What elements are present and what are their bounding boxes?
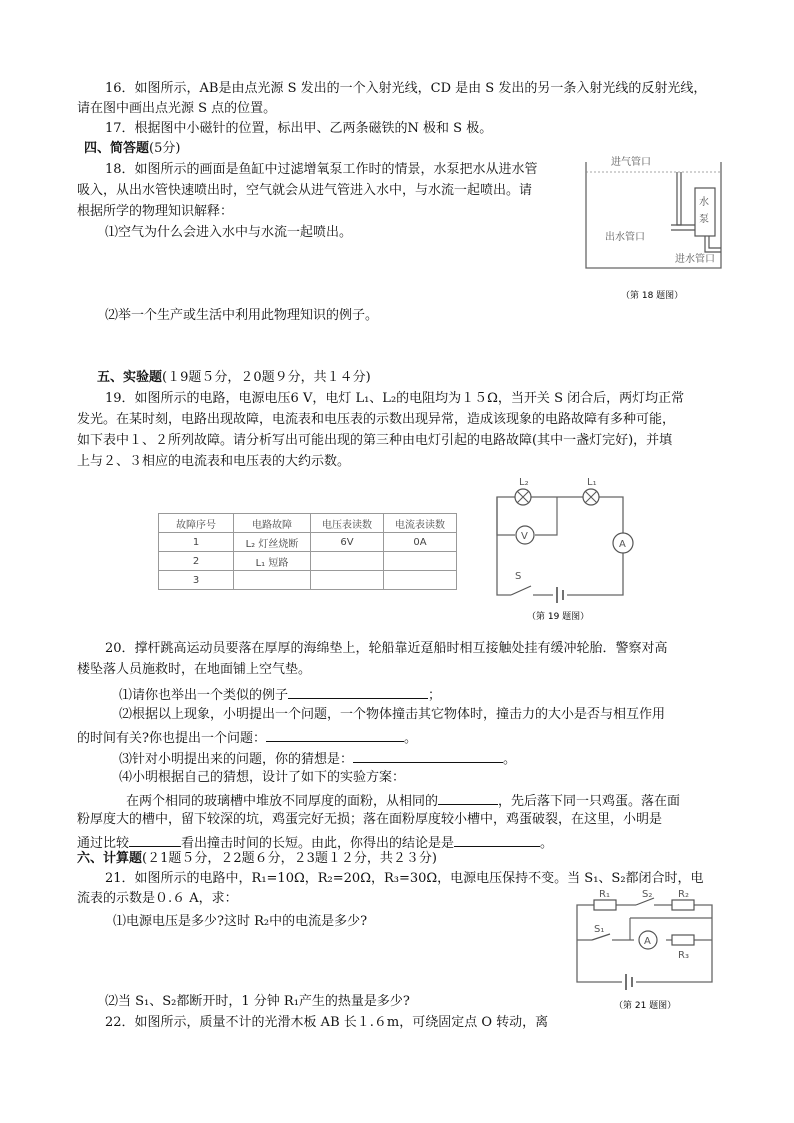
q19-line4: 上与２、３相应的电流表和电压表的大约示数。 — [77, 454, 351, 469]
table-cell: 2 — [159, 552, 234, 571]
table-header: 电流表读数 — [384, 514, 457, 533]
q18-sub2: ⑵举一个生产或生活中利用此物理知识的例子。 — [105, 308, 379, 323]
q20-plan-line1 — [126, 790, 680, 811]
q20-sub3-end: 。 — [503, 752, 517, 767]
table-cell: 0A — [384, 533, 457, 552]
table-row — [159, 552, 457, 571]
table-header: 故障序号 — [159, 514, 234, 533]
section-title: 五、实验题 — [97, 370, 163, 385]
table-row — [159, 571, 457, 590]
voltmeter-label: V — [521, 531, 528, 542]
figure-19-circuit — [487, 475, 637, 625]
q21-sub1: ⑴电源电压是多少?这时 R₂中的电流是多少? — [113, 914, 368, 929]
l2-label: L₂ — [519, 477, 529, 488]
q20-sub3 — [119, 748, 516, 769]
q20-line1: 20．撑杆跳高运动员要落在厚厚的海绵垫上，轮船靠近趸船时相互接触处挂有缓冲轮胎．警察对高 — [105, 641, 668, 656]
q20-sub2-line1: ⑵根据以上现象，小明提出一个问题，一个物体撞击其它物体时，撞击力的大小是否与相互作用 — [119, 707, 666, 722]
q20-sub2-end: 。 — [403, 731, 417, 746]
section-4-heading — [84, 140, 180, 158]
q21-line1: 21．如图所示的电路中，R₁=10Ω，R₂=20Ω，R₃=30Ω，电源电压保持不变。当 S₁、S₂都闭合时，电 — [105, 871, 704, 886]
table-cell: 3 — [159, 571, 234, 590]
q20-sub2-text: 的时间有关?你也提出一个问题： — [77, 731, 266, 746]
s1-label: S₁ — [594, 924, 605, 935]
q16-line2: 请在图中画出点光源 S 点的位置。 — [77, 101, 277, 116]
answer-blank[interactable] — [288, 684, 428, 699]
table-header: 电压表读数 — [311, 514, 384, 533]
table-cell — [234, 571, 311, 590]
table-cell — [311, 571, 384, 590]
s2-label: S₂ — [642, 890, 653, 900]
section-6-heading — [77, 850, 437, 868]
table-header: 电路故障 — [234, 514, 311, 533]
table-header-row — [159, 514, 457, 533]
q20-sub1-text: ⑴请你也举出一个类似的例子 — [119, 688, 289, 703]
resistor-r2-icon — [672, 900, 694, 910]
inlet-water-label: 进水管口 — [675, 254, 715, 265]
table-cell: 1 — [159, 533, 234, 552]
q17-line1: 17．根据图中小磁针的位置，标出甲、乙两条磁铁的N 极和 S 极。 — [105, 121, 493, 136]
q20-sub3-text: ⑶针对小明提出来的问题，你的猜想是： — [119, 752, 354, 767]
q18-line3: 根据所学的物理知识解释： — [77, 204, 234, 219]
ammeter-label: A — [619, 539, 626, 550]
q22-line1: 22．如图所示，质量不计的光滑木板 AB 长１.６m，可绕固定点 O 转动，离 — [105, 1015, 549, 1030]
r1-label: R₁ — [599, 890, 610, 900]
table-cell — [311, 552, 384, 571]
pump-label-2: 泵 — [699, 214, 709, 225]
figure-19-caption: （第 19 题图） — [527, 612, 590, 622]
q20-line2: 楼坠落人员施救时，在地面铺上空气垫。 — [77, 662, 312, 677]
table-cell: 6V — [311, 533, 384, 552]
switch-label: S — [515, 571, 522, 582]
inlet-air-label: 进气管口 — [611, 157, 651, 168]
table-cell: L₂ 灯丝烧断 — [234, 533, 311, 552]
q18-sub1: ⑴空气为什么会进入水中与水流一起喷出。 — [105, 225, 353, 240]
resistor-r1-icon — [594, 900, 616, 910]
q19-line3: 如下表中１、２所列故障。请分析写出可能出现的第三种由电灯引起的电路故障(其中一盏灯完好)，并填 — [77, 433, 673, 448]
outlet-label: 出水管口 — [605, 232, 645, 243]
table-cell — [384, 552, 457, 571]
l1-label: L₁ — [587, 477, 597, 488]
q20-plan-end: 。 — [540, 836, 554, 851]
q19-fault-table — [158, 513, 457, 590]
q20-sub4: ⑷小明根据自己的猜想，设计了如下的实验方案： — [119, 770, 406, 785]
table-cell: L₁ 短路 — [234, 552, 311, 571]
section-title: 六、计算题 — [77, 851, 143, 866]
section-score: (２1题５分，２2题６分，２3题１２分，共２３分) — [142, 851, 437, 866]
figure-18-aquarium — [583, 150, 723, 305]
r2-label: R₂ — [678, 890, 689, 900]
q20-plan-text-2: ，先后落下同一只鸡蛋。落在面 — [498, 794, 681, 809]
answer-blank[interactable] — [454, 832, 540, 847]
section-score: (１9题５分，２0题９分，共１４分) — [162, 370, 371, 385]
q20-plan-text: 在两个相同的玻璃槽中堆放不同厚度的面粉，从相同的 — [126, 794, 439, 809]
answer-blank[interactable] — [353, 748, 503, 763]
q21-line2: 流表的示数是０.６ A，求： — [77, 891, 238, 906]
answer-blank[interactable] — [129, 832, 181, 847]
figure-18-caption: （第 18 题图） — [621, 291, 684, 301]
q20-sub1 — [119, 684, 441, 705]
figure-21-circuit — [572, 890, 722, 1015]
q18-line2: 吸入，从出水管快速喷出时，空气就会从进气管进入水中，与水流一起喷出。请 — [77, 183, 533, 198]
q20-sub1-end: ； — [428, 688, 442, 703]
pump-label-1: 水 — [699, 197, 709, 208]
q20-plan-line2: 粉厚度大的槽中，留下较深的坑，鸡蛋完好无损；落在面粉厚度较小槽中，鸡蛋破裂，在这里，小明是 — [77, 812, 663, 827]
table-row — [159, 533, 457, 552]
table-cell — [384, 571, 457, 590]
q16-line1: 16．如图所示，AB是由点光源 S 发出的一个入射光线，CD 是由 S 发出的另一条入射光线的反射光线， — [105, 81, 707, 96]
q21-sub2: ⑵当 S₁、S₂都断开时，1 分钟 R₁产生的热量是多少? — [105, 994, 410, 1009]
q19-line2: 发光。在某时刻，电路出现故障，电流表和电压表的示数出现异常，造成该现象的电路故障有多种可能， — [77, 412, 676, 427]
r3-label: R₃ — [678, 950, 689, 961]
section-title: 四、简答题 — [84, 141, 150, 156]
answer-blank[interactable] — [266, 727, 404, 742]
section-score: (5分) — [149, 141, 181, 156]
section-5-heading — [97, 369, 371, 387]
q20-plan-text-3: 通过比较 — [77, 836, 130, 851]
q19-line1: 19．如图所示的电路，电源电压6 V，电灯 L₁、L₂的电阻均为１５Ω，当开关 S 闭合后，两灯均正常 — [105, 391, 685, 406]
ammeter-label: A — [644, 936, 651, 947]
q18-line1: 18．如图所示的画面是鱼缸中过滤增氧泵工作时的情景，水泵把水从进水管 — [105, 162, 538, 177]
q20-sub2-line2 — [77, 727, 417, 748]
answer-blank[interactable] — [438, 790, 498, 805]
q20-plan-text-4: 看出撞击时间的长短。由此，你得出的结论是是 — [181, 836, 455, 851]
resistor-r3-icon — [672, 935, 694, 945]
figure-21-caption: （第 21 题图） — [614, 1001, 677, 1011]
